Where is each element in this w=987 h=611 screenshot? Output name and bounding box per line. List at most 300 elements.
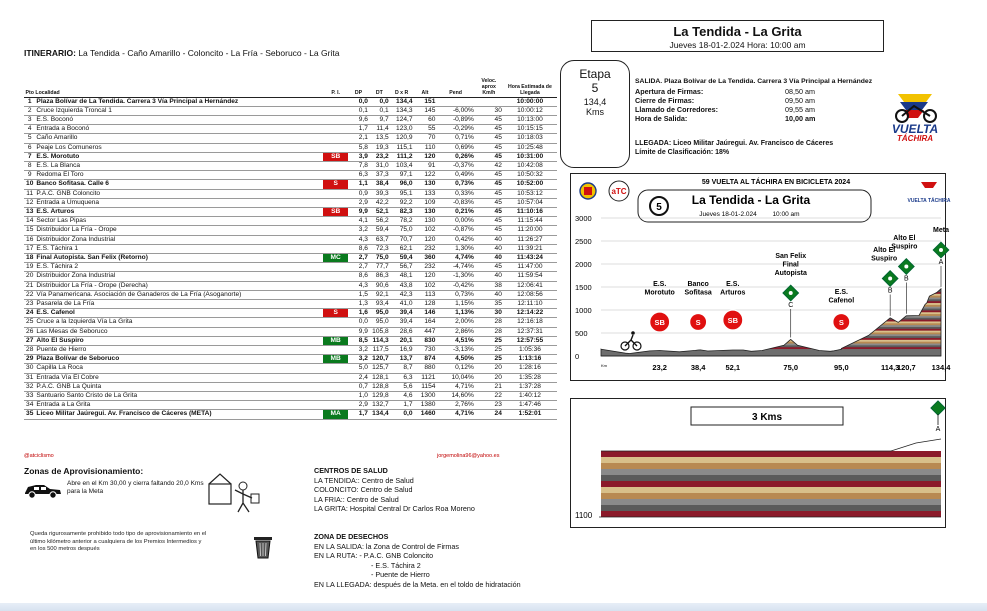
cell-vel: 30 xyxy=(475,106,503,115)
cell-dxr: 42,3 xyxy=(390,290,414,299)
time-label: Llamado de Corredores: xyxy=(635,105,719,114)
x-tick-label: 120,7 xyxy=(896,363,916,372)
cell-dt: 0,1 xyxy=(369,106,390,115)
cell-vel: 40 xyxy=(475,253,503,262)
cell-dp: 8,6 xyxy=(348,244,369,253)
os-taskbar xyxy=(0,603,987,611)
cell-vel: 20 xyxy=(475,373,503,382)
x-tick-label: 134,4 xyxy=(931,363,951,372)
waste-title: ZONA DE DESECHOS xyxy=(314,532,389,541)
y-tick-label: 1500 xyxy=(575,283,592,292)
cell-dp: 4,3 xyxy=(348,235,369,244)
cell-vel: 45 xyxy=(475,207,503,216)
time-label: Cierre de Firmas: xyxy=(635,96,695,105)
waste-line: - E.S. Táchira 2 xyxy=(371,560,421,570)
cell-hora: 1:05:36 xyxy=(503,345,557,354)
stage-date-time: Jueves 18-01-2.024 Hora: 10:00 am xyxy=(669,40,806,50)
annotation-label: Banco xyxy=(687,281,709,288)
table-row xyxy=(24,198,557,207)
cell-alt: 70 xyxy=(414,134,437,143)
cell-vel: 45 xyxy=(475,125,503,134)
itinerary xyxy=(24,48,339,58)
cell-dt: 38,4 xyxy=(369,180,390,189)
cell-hora: 10:00:12 xyxy=(503,106,557,115)
vuelta-tachira-logo xyxy=(880,88,950,148)
mini-logo: VUELTA TÁCHIRA xyxy=(907,198,951,204)
cell-dt: 52,1 xyxy=(369,207,390,216)
cell-dt: 132,7 xyxy=(369,401,390,410)
x-tick-label: 23,2 xyxy=(652,363,667,372)
cell-pi xyxy=(323,235,348,244)
cell-dp: 3,2 xyxy=(348,355,369,364)
cell-pto: 18 xyxy=(24,253,35,262)
cell-pend: 4,71% xyxy=(436,382,474,391)
annotation-label: E.S. xyxy=(834,289,848,296)
cell-pend: 0,49% xyxy=(436,171,474,180)
cell-pi: MA xyxy=(323,410,348,419)
table-row xyxy=(24,272,557,281)
cell-pto: 33 xyxy=(24,392,35,401)
departure-times xyxy=(635,87,815,123)
cell-alt: 830 xyxy=(414,336,437,345)
cell-pend: 0,73% xyxy=(436,180,474,189)
table-row xyxy=(24,253,557,262)
cell-hora: 11:26:27 xyxy=(503,235,557,244)
profile-title: La Tendida - La Grita xyxy=(691,193,811,207)
cell-pend: 0,33% xyxy=(436,189,474,198)
cell-dxr: 92,2 xyxy=(390,198,414,207)
cell-loc: P.A.C. GNB Coloncito xyxy=(35,189,323,198)
cell-pi: MB xyxy=(323,355,348,364)
arrival-info xyxy=(635,139,833,157)
mini-logo-icon xyxy=(921,182,937,188)
time-row xyxy=(635,87,815,96)
cell-vel: 23 xyxy=(475,401,503,410)
cell-pto: 9 xyxy=(24,171,35,180)
cell-pto: 19 xyxy=(24,263,35,272)
sprint-badge-label: S xyxy=(838,318,844,327)
cell-vel: 40 xyxy=(475,272,503,281)
cell-pto: 31 xyxy=(24,373,35,382)
detail-band xyxy=(601,505,941,511)
cell-dp: 3,9 xyxy=(348,152,369,161)
cell-loc: Plaza Bolívar de Seboruco xyxy=(35,355,323,364)
cell-pend: 0,12% xyxy=(436,364,474,373)
time-value: 09,50 am xyxy=(785,96,815,105)
cell-vel: 28 xyxy=(475,318,503,327)
cell-vel: 45 xyxy=(475,152,503,161)
cell-hora: 10:57:04 xyxy=(503,198,557,207)
cell-alt: 102 xyxy=(414,281,437,290)
cell-dt: 128,1 xyxy=(369,373,390,382)
cell-pto: 16 xyxy=(24,235,35,244)
cell-loc: Cruce Izquierda Troncal 1 xyxy=(35,106,323,115)
cell-dxr: 20,1 xyxy=(390,336,414,345)
time-row xyxy=(635,96,815,105)
cell-dp: 5,0 xyxy=(348,364,369,373)
cell-pto: 27 xyxy=(24,336,35,345)
cell-vel: 40 xyxy=(475,235,503,244)
cell-dxr: 124,7 xyxy=(390,115,414,124)
cell-pi xyxy=(323,171,348,180)
x-axis-ticks xyxy=(652,363,951,372)
cell-vel: 25 xyxy=(475,336,503,345)
cell-loc: Cruce a la Izquierda Vía La Grita xyxy=(35,318,323,327)
cell-pend: 0,69% xyxy=(436,143,474,152)
table-row xyxy=(24,299,557,308)
cell-hora: 11:10:16 xyxy=(503,207,557,216)
detail-outline xyxy=(601,439,941,451)
column-header: Pto xyxy=(24,79,35,97)
cell-dt: 63,7 xyxy=(369,235,390,244)
cell-dxr: 96,0 xyxy=(390,180,414,189)
cell-loc: E.S. Cafenol xyxy=(35,309,323,318)
cell-dp: 9,9 xyxy=(348,207,369,216)
final-km-profile-panel xyxy=(570,398,946,528)
cell-dp: 7,8 xyxy=(348,161,369,170)
cell-dt: 19,3 xyxy=(369,143,390,152)
table-row xyxy=(24,171,557,180)
cell-dp: 2,9 xyxy=(348,401,369,410)
waste-zones xyxy=(314,532,521,590)
cell-pend: 2,00% xyxy=(436,318,474,327)
detail-band xyxy=(601,457,941,463)
cell-vel: 45 xyxy=(475,171,503,180)
cell-dt: 92,1 xyxy=(369,290,390,299)
cell-hora: 1:37:28 xyxy=(503,382,557,391)
time-value: 10,00 am xyxy=(785,114,816,123)
time-row xyxy=(635,114,815,123)
cell-pend: 0,71% xyxy=(436,134,474,143)
cell-loc: Santuario Santo Cristo de La Grita xyxy=(35,392,323,401)
detail-area xyxy=(599,439,941,517)
annotation-label: Cafenol xyxy=(828,297,855,305)
cell-alt: 232 xyxy=(414,263,437,272)
cell-pend: 1,30% xyxy=(436,244,474,253)
cell-pi xyxy=(323,364,348,373)
cell-pend: 14,60% xyxy=(436,392,474,401)
detail-band xyxy=(601,475,941,481)
cell-pi xyxy=(323,392,348,401)
cell-pto: 2 xyxy=(24,106,35,115)
cell-dp: 3,2 xyxy=(348,226,369,235)
cell-loc: Sector Las Pipas xyxy=(35,217,323,226)
climb-badge-dot xyxy=(888,277,892,281)
cell-dp: 0,1 xyxy=(348,106,369,115)
cell-pto: 29 xyxy=(24,355,35,364)
cell-dxr: 62,1 xyxy=(390,244,414,253)
cell-hora: 10:53:12 xyxy=(503,189,557,198)
cell-dxr: 134,3 xyxy=(390,106,414,115)
health-line: LA TENDIDA:: Centro de Salud xyxy=(314,475,414,485)
km-axis-mark: Km xyxy=(601,363,607,368)
car-icon xyxy=(22,478,64,500)
table-row xyxy=(24,410,557,419)
table-row xyxy=(24,345,557,354)
cell-hora: 12:06:41 xyxy=(503,281,557,290)
cell-loc: Redoma El Toro xyxy=(35,171,323,180)
cell-vel: 45 xyxy=(475,217,503,226)
stage-title: La Tendida - La Grita xyxy=(673,24,802,39)
cell-dxr: 8,7 xyxy=(390,364,414,373)
cell-dt: 128,8 xyxy=(369,382,390,391)
profile-date: Jueves 18-01-2.024 xyxy=(699,211,757,218)
detail-band xyxy=(601,511,941,517)
cell-dxr: 39,4 xyxy=(390,309,414,318)
cell-pend: -0,29% xyxy=(436,125,474,134)
cell-alt: 55 xyxy=(414,125,437,134)
cell-hora: 1:28:16 xyxy=(503,364,557,373)
cell-hora: 11:39:21 xyxy=(503,244,557,253)
cell-dp: 9,9 xyxy=(348,327,369,336)
cell-dt: 77,7 xyxy=(369,263,390,272)
cell-alt: 130 xyxy=(414,207,437,216)
table-row xyxy=(24,143,557,152)
climb-badge-label: A xyxy=(938,259,944,266)
cell-dxr: 103,4 xyxy=(390,161,414,170)
cell-vel: 40 xyxy=(475,244,503,253)
cell-alt: 91 xyxy=(414,161,437,170)
cell-dp: 2,7 xyxy=(348,253,369,262)
detail-band xyxy=(601,451,941,457)
cell-pend: -0,89% xyxy=(436,115,474,124)
cell-pend: -0,37% xyxy=(436,161,474,170)
cell-dxr: 13,7 xyxy=(390,355,414,364)
cell-pi xyxy=(323,226,348,235)
cell-pi xyxy=(323,263,348,272)
time-value: 08,50 am xyxy=(785,87,815,96)
cell-dxr: 120,9 xyxy=(390,134,414,143)
cell-loc: E.S. Táchira 2 xyxy=(35,263,323,272)
cell-pend: 1,15% xyxy=(436,299,474,308)
cell-pi xyxy=(323,327,348,336)
cell-hora: 12:11:10 xyxy=(503,299,557,308)
cell-dt: 120,7 xyxy=(369,355,390,364)
cell-dxr: 39,4 xyxy=(390,318,414,327)
cell-dxr: 6,3 xyxy=(390,373,414,382)
finish-marker xyxy=(931,401,945,433)
cell-hora: 10:15:15 xyxy=(503,125,557,134)
cell-alt: 874 xyxy=(414,355,437,364)
cell-dt: 31,0 xyxy=(369,161,390,170)
cell-pto: 7 xyxy=(24,152,35,161)
table-row xyxy=(24,327,557,336)
logo-text-1: VUELTA xyxy=(891,122,939,136)
cell-alt: 360 xyxy=(414,253,437,262)
cell-vel: 21 xyxy=(475,382,503,391)
cell-pend: -0,83% xyxy=(436,198,474,207)
cell-pi xyxy=(323,382,348,391)
cell-hora: 1:40:12 xyxy=(503,392,557,401)
x-tick-label: 114,3 xyxy=(880,363,900,372)
cell-dp: 2,9 xyxy=(348,198,369,207)
cell-pto: 23 xyxy=(24,299,35,308)
table-row xyxy=(24,226,557,235)
cell-dp: 8,6 xyxy=(348,272,369,281)
cell-dxr: 97,1 xyxy=(390,171,414,180)
cell-dp: 0,7 xyxy=(348,382,369,391)
cell-pi: S xyxy=(323,309,348,318)
cell-alt: 164 xyxy=(414,318,437,327)
cell-dxr: 123,0 xyxy=(390,125,414,134)
cell-hora: 10:42:08 xyxy=(503,161,557,170)
annotation-label: E.S. xyxy=(726,281,740,288)
cell-alt: 110 xyxy=(414,143,437,152)
cell-hora: 10:00:00 xyxy=(503,97,557,106)
cell-dt: 95,0 xyxy=(369,318,390,327)
profile-time: 10:00 am xyxy=(772,211,800,218)
table-row xyxy=(24,235,557,244)
cell-dxr: 16,9 xyxy=(390,345,414,354)
annotation-label: Alto El xyxy=(873,247,896,254)
cell-dt: 0,0 xyxy=(369,97,390,106)
cell-loc: Distribuidor Zona Industrial xyxy=(35,235,323,244)
cell-dxr: 41,0 xyxy=(390,299,414,308)
table-body xyxy=(24,97,557,419)
time-row xyxy=(635,105,815,114)
cell-pend: 0,26% xyxy=(436,152,474,161)
cell-pto: 3 xyxy=(24,115,35,124)
cell-dt: 72,3 xyxy=(369,244,390,253)
table-row xyxy=(24,336,557,345)
cell-dp: 8,5 xyxy=(348,336,369,345)
cell-loc: Distribuidor La Fría - Orope (Derecha) xyxy=(35,281,323,290)
cell-vel: 45 xyxy=(475,115,503,124)
cell-pi xyxy=(323,281,348,290)
cell-dt: 93,4 xyxy=(369,299,390,308)
y-tick-label: 2500 xyxy=(575,237,592,246)
cell-loc: Entrada Vía El Cobre xyxy=(35,373,323,382)
stage-title-box xyxy=(591,20,884,52)
cell-alt: 120 xyxy=(414,235,437,244)
cell-hora: 10:52:00 xyxy=(503,180,557,189)
cell-loc: Capilla La Roca xyxy=(35,364,323,373)
trash-can-icon xyxy=(251,534,275,560)
cell-loc: Alto El Suspiro xyxy=(35,336,323,345)
cell-pend: 2,76% xyxy=(436,401,474,410)
cell-dp: 5,8 xyxy=(348,143,369,152)
cell-loc: Puente de Hierro xyxy=(35,345,323,354)
waste-line: EN LA LLEGADA: después de la Meta. en el toldo de hidratación xyxy=(314,579,521,589)
cell-dxr: 111,2 xyxy=(390,152,414,161)
annotation-label: Sofitasa xyxy=(684,289,712,297)
cell-pi: S xyxy=(323,180,348,189)
cell-pi xyxy=(323,198,348,207)
table-row xyxy=(24,161,557,170)
crest-icon xyxy=(580,183,596,199)
annotation-label: Suspiro xyxy=(891,243,918,251)
table-row xyxy=(24,134,557,143)
cell-vel: 20 xyxy=(475,364,503,373)
table-row xyxy=(24,290,557,299)
cell-pto: 35 xyxy=(24,410,35,419)
table-row xyxy=(24,382,557,391)
cell-loc: Entrada a Umuquena xyxy=(35,198,323,207)
column-header: Alt xyxy=(414,79,437,97)
cell-alt: 109 xyxy=(414,198,437,207)
itinerary-text: La Tendida - Caño Amarillo - Coloncito - La Fría - Seboruco - La Grita xyxy=(78,48,340,58)
cell-dp: 1,7 xyxy=(348,125,369,134)
detail-band xyxy=(601,469,941,475)
table-row xyxy=(24,217,557,226)
cell-vel: 45 xyxy=(475,189,503,198)
time-label: Apertura de Firmas: xyxy=(635,87,704,96)
cell-pend: -6,00% xyxy=(436,106,474,115)
cell-dp: 0,0 xyxy=(348,97,369,106)
cell-pto: 1 xyxy=(24,97,35,106)
supply-title: Zonas de Aprovisionamiento: xyxy=(24,466,144,476)
cell-pend: 0,42% xyxy=(436,235,474,244)
cell-dxr: 48,1 xyxy=(390,272,414,281)
annotation-label: Suspiro xyxy=(871,255,898,263)
cell-dp: 9,6 xyxy=(348,115,369,124)
cell-pto: 15 xyxy=(24,226,35,235)
cell-dt: 117,5 xyxy=(369,345,390,354)
sprint-badge-label: S xyxy=(695,318,701,327)
detail-ytick: 1100 xyxy=(575,511,593,520)
waste-line: EN LA SALIDA: la Zona de Control de Firmas xyxy=(314,541,460,551)
cell-pto: 14 xyxy=(24,217,35,226)
cell-dxr: 95,1 xyxy=(390,189,414,198)
cyclist-logo-icon xyxy=(880,88,950,124)
cell-pi: MB xyxy=(323,336,348,345)
annotation-label: Autopista xyxy=(774,270,807,277)
cell-hora: 11:20:00 xyxy=(503,226,557,235)
cell-pend: -4,74% xyxy=(436,263,474,272)
cell-pend: 1,13% xyxy=(436,309,474,318)
final-km-chart xyxy=(571,399,947,529)
table-row xyxy=(24,207,557,216)
credit-handle: @atciclismo xyxy=(24,453,54,459)
cell-hora: 1:13:16 xyxy=(503,355,557,364)
cell-vel: 45 xyxy=(475,143,503,152)
cell-loc: Plaza Bolívar de La Tendida. Carrera 3 Vía Principal a Hernández xyxy=(35,97,323,106)
cell-dt: 90,6 xyxy=(369,281,390,290)
cell-vel xyxy=(475,97,503,106)
y-tick-label: 2000 xyxy=(575,260,592,269)
cell-dt: 125,7 xyxy=(369,364,390,373)
cell-pto: 28 xyxy=(24,345,35,354)
cell-loc: E.S. Arturos xyxy=(35,207,323,216)
cell-pi xyxy=(323,217,348,226)
route-table xyxy=(24,79,557,420)
cell-pend: -0,87% xyxy=(436,226,474,235)
cell-alt: 130 xyxy=(414,180,437,189)
cell-hora: 12:08:56 xyxy=(503,290,557,299)
sprint-badge-label: SB xyxy=(654,318,665,327)
cell-alt: 128 xyxy=(414,299,437,308)
cell-dxr: 134,4 xyxy=(390,97,414,106)
cell-pend: 10,04% xyxy=(436,373,474,382)
column-header: Veloc. aprox Km/h xyxy=(475,79,503,97)
climb-badge-dot xyxy=(939,248,943,252)
cell-dt: 56,2 xyxy=(369,217,390,226)
table-row xyxy=(24,244,557,253)
time-label: Hora de Salida: xyxy=(635,114,688,123)
cell-hora: 11:43:24 xyxy=(503,253,557,262)
cell-pend: 0,73% xyxy=(436,290,474,299)
y-tick-label: 1000 xyxy=(575,306,592,315)
annotation-label: Morotuto xyxy=(644,289,675,297)
cell-alt: 113 xyxy=(414,290,437,299)
x-tick-label: 52,1 xyxy=(725,363,741,372)
cell-loc: E.S. La Blanca xyxy=(35,161,323,170)
cell-vel: 45 xyxy=(475,226,503,235)
column-header: Hora Estimada de Llegada xyxy=(503,79,557,97)
y-axis-ticks xyxy=(575,214,592,361)
cell-dp: 1,6 xyxy=(348,309,369,318)
annotation-label: Meta xyxy=(933,227,949,234)
